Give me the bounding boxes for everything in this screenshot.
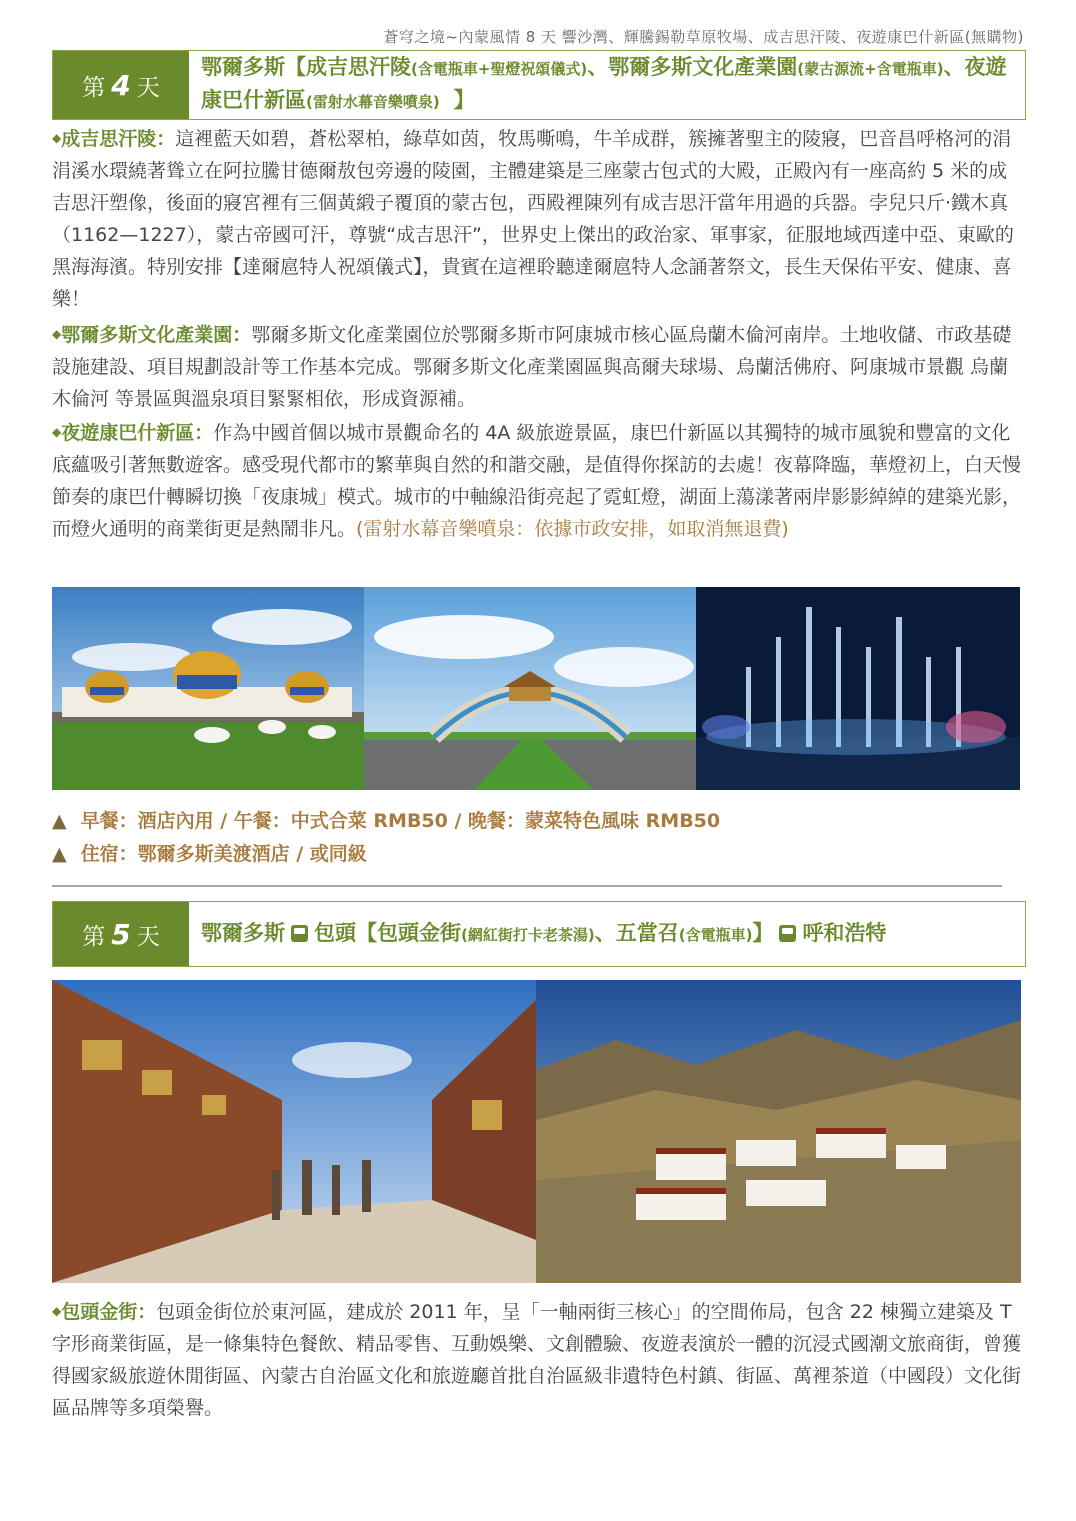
bullet-icon: ◆	[52, 1304, 62, 1318]
gate-illustration	[364, 587, 696, 790]
day4-item-2: ◆鄂爾多斯文化產業園：鄂爾多斯文化產業園位於鄂爾多斯市阿康城市核心區烏蘭木倫河南岸。土地收儲、市政基礎設施建設、項目規劃設計等工作基本完成。鄂爾多斯文化產業園區與高爾夫球場、烏蘭活佛府、阿康城市景觀 烏蘭木倫河 等景區與溫泉項目緊緊相依，形成資源補。	[52, 324, 1012, 410]
triangle-icon: ▲	[52, 810, 67, 832]
triangle-icon: ▲	[52, 843, 67, 865]
photo-culture-park-gate	[364, 587, 696, 790]
day4-title: 鄂爾多斯【成吉思汗陵(含電瓶車+聖燈祝頌儀式)、鄂爾多斯文化產業園(蒙古源流+含電瓶車)、夜遊康巴什新區(雷射水幕音樂噴泉) 】	[201, 55, 1007, 112]
mausoleum-illustration	[52, 587, 364, 790]
bus-icon	[291, 925, 308, 942]
day5-header	[52, 901, 1026, 967]
day4-item-3: ◆夜遊康巴什新區：作為中國首個以城市景觀命名的 4A 級旅遊景區，康巴什新區以其獨特的城市風貌和豐富的文化底蘊吸引著無數遊客。感受現代都市的繁華與自然的和諧交融，是值得你探訪的去處！夜幕降臨，華燈初上，白天慢節奏的康巴什轉瞬切換「夜康城」模式。城市的中軸線沿街亮起了霓虹燈，湖面上蕩漾著兩岸影影綽綽的建築光影，而燈火通明的商業街更是熱鬧非凡。(雷射水幕音樂噴泉：依據市政安排，如取消無退費)	[52, 422, 1022, 540]
day5-title: 鄂爾多斯 包頭【包頭金街(網紅街打卡老茶湯)、五當召(含電瓶車)】 呼和浩特	[201, 920, 887, 945]
day4-tag: 第 4 天	[53, 51, 189, 119]
photo-baotou-gold-street	[52, 980, 536, 1283]
bullet-icon: ◆	[52, 327, 62, 341]
page-header: 蒼穹之境~內蒙風情 8 天 響沙灣、輝騰錫勒草原牧場、成吉思汗陵、夜遊康巴什新區(無購物)	[383, 28, 1024, 46]
section-divider	[52, 885, 1002, 887]
bullet-icon: ◆	[52, 425, 62, 439]
day5-item-1: ◆包頭金街：包頭金街位於東河區，建成於 2011 年，呈「一軸兩街三核心」的空間佈局，包含 22 棟獨立建築及 T 字形商業街區，是一條集特色餐飲、精品零售、互動娛樂、文創體驗、夜遊表演於一體的沉浸式國潮文旅商街，曾獲得國家級旅遊休閒街區、內蒙古自治區文化和旅遊廳首批自治區級非遺特色村鎮、街區、萬裡茶道（中國段）文化街區品牌等多項榮譽。	[52, 1301, 1022, 1419]
photo-night-fountain	[696, 587, 1020, 790]
fountain-illustration	[696, 587, 1020, 790]
monastery-illustration	[536, 980, 1021, 1283]
bus-icon	[779, 925, 796, 942]
day4-meals: ▲ 早餐：酒店內用 / 午餐：中式合菜 RMB50 / 晚餐：蒙菜特色風味 RMB50	[52, 810, 721, 832]
bullet-icon: ◆	[52, 131, 62, 145]
day4-header	[52, 50, 1026, 120]
day4-hotel: ▲ 住宿：鄂爾多斯美渡酒店 / 或同級	[52, 843, 367, 865]
day4-item-1: ◆成吉思汗陵：這裡藍天如碧，蒼松翠柏，綠草如茵，牧馬嘶鳴，牛羊成群，簇擁著聖主的陵寢，巴音昌呼格河的涓涓溪水環繞著聳立在阿拉騰甘德爾敖包旁邊的陵園，主體建築是三座蒙古包式的大殿，正殿內有一座高約 5 米的成吉思汗塑像，後面的寢宮裡有三個黃緞子覆頂的蒙古包，西殿裡陳列有成吉思汗當年用過的兵器。孛兒只斤·鐵木真（1162—1227），蒙古帝國可汗，尊號“成吉思汗”，世界史上傑出的政治家、軍事家，征服地域西達中亞、東歐的黑海海濱。特別安排【達爾扈特人祝頌儀式】，貴賓在這裡聆聽達爾扈特人念誦著祭文，長生天保佑平安、健康、喜樂！	[52, 128, 1014, 310]
photo-genghis-mausoleum	[52, 587, 364, 790]
day5-tag: 第 5 天	[53, 902, 189, 966]
photo-wudangzhao	[536, 980, 1021, 1283]
street-illustration	[52, 980, 536, 1283]
